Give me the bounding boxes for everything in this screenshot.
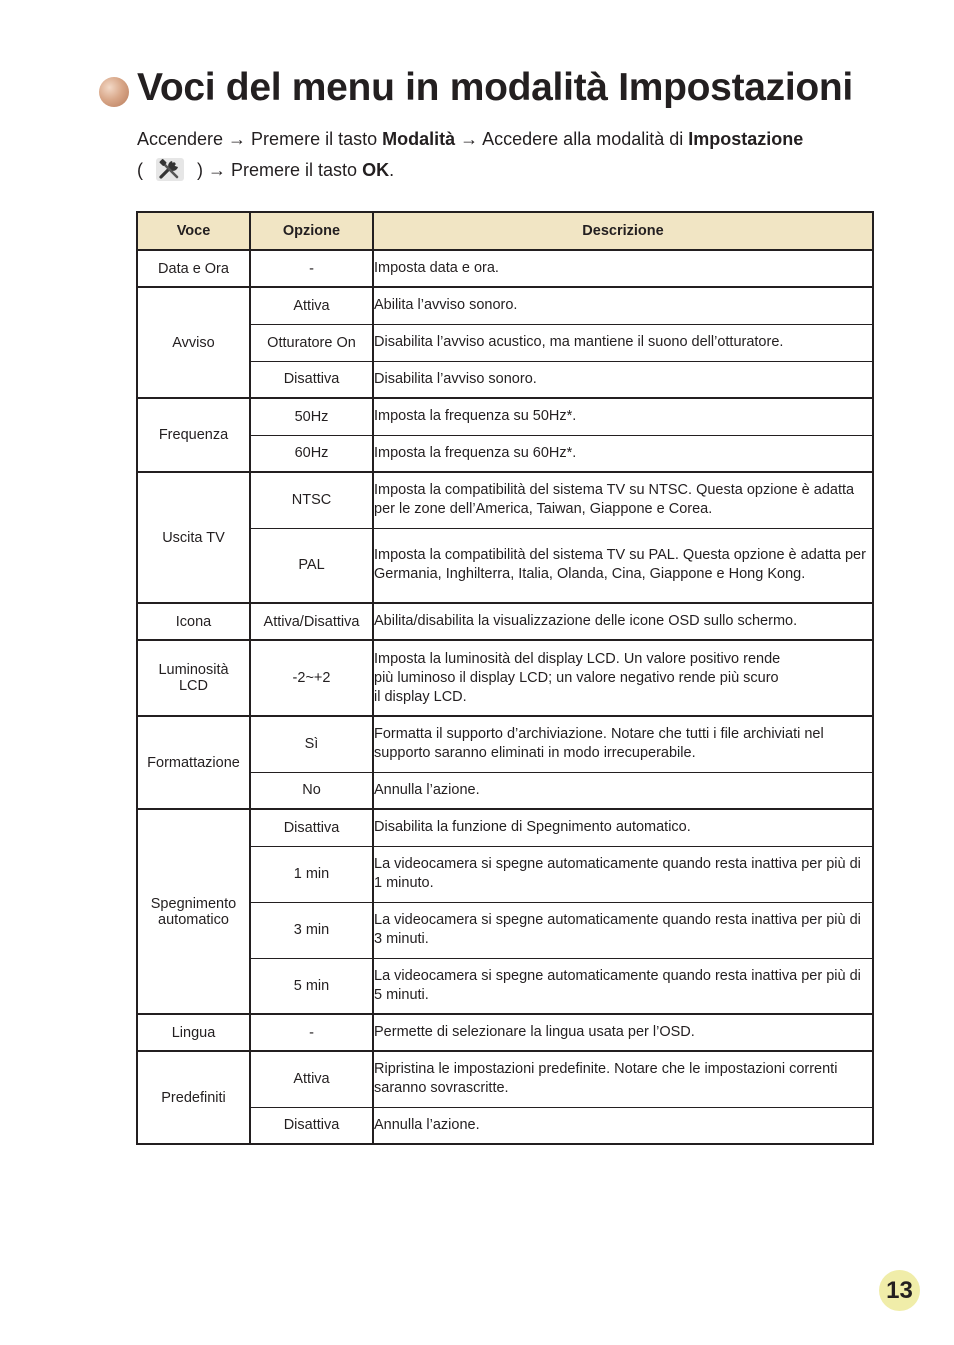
title-bullet-icon xyxy=(99,77,129,107)
opzione-cell: Attiva xyxy=(250,1051,373,1107)
header-descrizione: Descrizione xyxy=(373,212,873,250)
opzione-cell: Sì xyxy=(250,716,373,772)
intro-line-1 xyxy=(137,124,877,155)
opzione-cell: - xyxy=(250,1014,373,1051)
intro-text-2: → Accedere alla modalità di xyxy=(455,129,689,149)
descrizione-cell: Formatta il supporto d’archiviazione. Notare che tutti i file archiviati nel supporto saranno eliminati in modo irrecuperabile. xyxy=(373,716,873,772)
intro-text-5: . xyxy=(389,160,395,180)
opzione-cell: Disattiva xyxy=(250,1107,373,1144)
descrizione-cell: Permette di selezionare la lingua usata per l’OSD. xyxy=(373,1014,873,1051)
table-row xyxy=(137,809,873,846)
descrizione-cell: Imposta la frequenza su 60Hz*. xyxy=(373,435,873,472)
page-title: Voci del menu in modalità Impostazioni xyxy=(137,66,853,109)
opzione-cell: 3 min xyxy=(250,902,373,958)
setup-tools-icon xyxy=(152,155,188,183)
voce-cell: Icona xyxy=(137,603,250,640)
intro-instructions xyxy=(137,124,877,186)
opzione-cell: PAL xyxy=(250,528,373,603)
opzione-cell: Attiva xyxy=(250,287,373,324)
descrizione-cell: Imposta la compatibilità del sistema TV su PAL. Questa opzione è adatta per Germania, Inghilterra, Italia, Olanda, Cina, Giappone e Hong Kong. xyxy=(373,528,873,603)
page-number: 13 xyxy=(879,1270,920,1311)
table-row xyxy=(137,640,873,716)
opzione-cell: 1 min xyxy=(250,846,373,902)
header-voce: Voce xyxy=(137,212,250,250)
voce-cell xyxy=(137,640,250,716)
descrizione-cell: Imposta data e ora. xyxy=(373,250,873,287)
opzione-cell: No xyxy=(250,772,373,809)
descrizione-cell: Abilita l’avviso sonoro. xyxy=(373,287,873,324)
table-row xyxy=(137,716,873,772)
voce-line: automatico xyxy=(158,911,229,928)
voce-cell: Uscita TV xyxy=(137,472,250,603)
table-row xyxy=(137,472,873,528)
descrizione-cell: Annulla l’azione. xyxy=(373,772,873,809)
descrizione-cell: Disabilita la funzione di Spegnimento automatico. xyxy=(373,809,873,846)
intro-text-1: Accendere → Premere il tasto xyxy=(137,129,383,149)
voce-line: LCD xyxy=(178,678,208,694)
opzione-cell: NTSC xyxy=(250,472,373,528)
descrizione-cell: La videocamera si spegne automaticamente quando resta inattiva per più di 1 minuto. xyxy=(373,846,873,902)
opzione-cell: 50Hz xyxy=(250,398,373,435)
voce-cell: Frequenza xyxy=(137,398,250,472)
voce-cell: Lingua xyxy=(137,1014,250,1051)
intro-line-2 xyxy=(137,155,877,186)
descrizione-cell: Annulla l’azione. xyxy=(373,1107,873,1144)
opzione-cell: 5 min xyxy=(250,958,373,1014)
table-row xyxy=(137,287,873,324)
opzione-cell: Disattiva xyxy=(250,809,373,846)
descrizione-line: Imposta la luminosità del display LCD. Un valore positivo rende xyxy=(374,650,781,667)
descrizione-cell: Ripristina le impostazioni predefinite. Notare che le impostazioni correnti saranno sovrascritte. xyxy=(373,1051,873,1107)
intro-text-4: ) → Premere il tasto xyxy=(197,160,363,180)
voce-cell: Avviso xyxy=(137,287,250,398)
opzione-cell: - xyxy=(250,250,373,287)
voce-line: Luminosità xyxy=(158,662,229,678)
voce-cell: Formattazione xyxy=(137,716,250,809)
voce-cell xyxy=(137,809,250,1014)
intro-bold-modalita: Modalità xyxy=(382,129,456,149)
table-row xyxy=(137,250,873,287)
intro-bold-ok: OK xyxy=(362,160,390,180)
table-row xyxy=(137,1051,873,1107)
voce-cell: Data e Ora xyxy=(137,250,250,287)
opzione-cell: Disattiva xyxy=(250,361,373,398)
descrizione-line: il display LCD. xyxy=(374,688,467,705)
descrizione-line: più luminoso il display LCD; un valore negativo rende più scuro xyxy=(374,669,779,686)
opzione-cell: 60Hz xyxy=(250,435,373,472)
opzione-cell: Otturatore On xyxy=(250,324,373,361)
table-row xyxy=(137,1014,873,1051)
opzione-cell: -2~+2 xyxy=(250,640,373,716)
descrizione-cell: La videocamera si spegne automaticamente quando resta inattiva per più di 3 minuti. xyxy=(373,902,873,958)
header-opzione: Opzione xyxy=(250,212,373,250)
table-row xyxy=(137,603,873,640)
descrizione-cell: La videocamera si spegne automaticamente quando resta inattiva per più di 5 minuti. xyxy=(373,958,873,1014)
opzione-cell: Attiva/Disattiva xyxy=(250,603,373,640)
intro-bold-impostazione: Impostazione xyxy=(688,129,804,149)
descrizione-cell: Imposta la frequenza su 50Hz*. xyxy=(373,398,873,435)
voce-cell: Predefiniti xyxy=(137,1051,250,1144)
settings-menu-table xyxy=(136,211,874,1145)
voce-line: Spegnimento xyxy=(150,895,237,912)
descrizione-cell: Imposta la compatibilità del sistema TV su NTSC. Questa opzione è adatta per le zone dell’America, Taiwan, Giappone e Corea. xyxy=(373,472,873,528)
intro-text-3: ( xyxy=(137,160,143,180)
descrizione-cell xyxy=(373,640,873,716)
descrizione-cell: Abilita/disabilita la visualizzazione delle icone OSD sullo schermo. xyxy=(373,603,873,640)
descrizione-cell: Disabilita l’avviso acustico, ma mantiene il suono dell’otturatore. xyxy=(373,324,873,361)
descrizione-cell: Disabilita l’avviso sonoro. xyxy=(373,361,873,398)
table-row xyxy=(137,398,873,435)
table-header-row xyxy=(137,212,873,250)
